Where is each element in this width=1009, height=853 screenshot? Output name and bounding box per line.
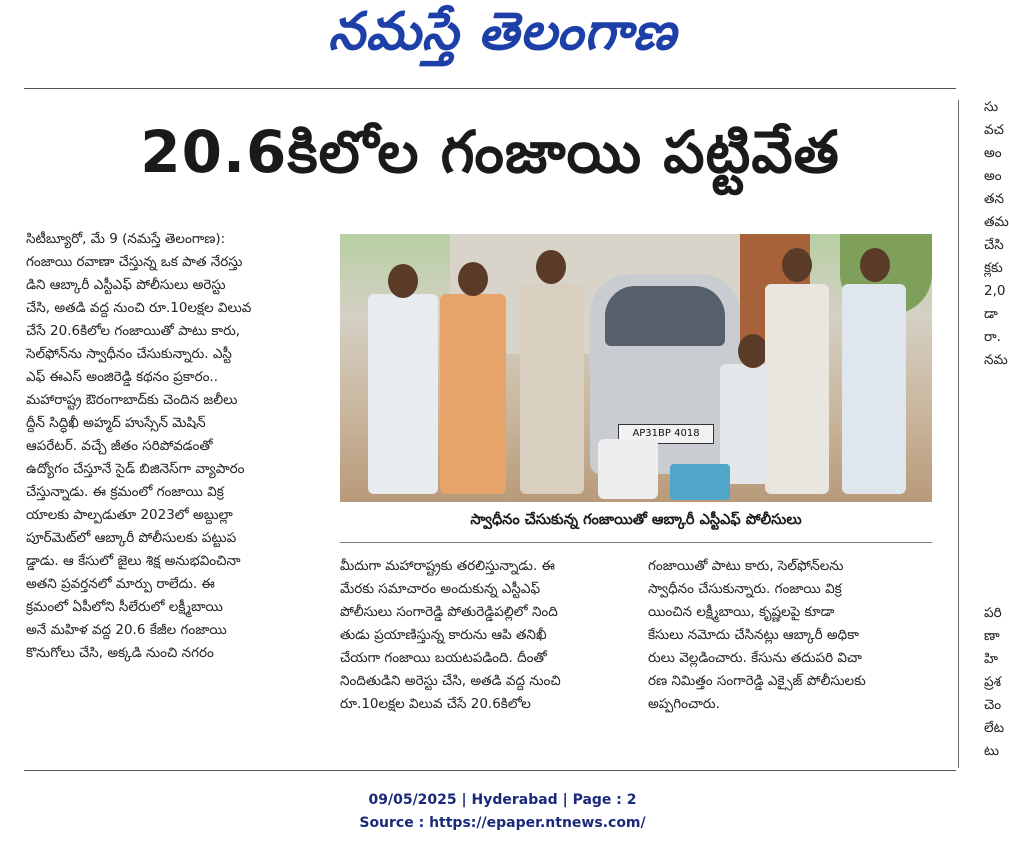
adjacent-text-fragment: టు [984, 743, 1000, 759]
adjacent-article-top [984, 96, 1009, 372]
article-line: చేస్తున్నాడు. ఈ క్రమంలో గంజాయి విక్ర [26, 484, 224, 500]
article-line: కేసులు నమోదు చేసినట్లు ఆబ్కారీ అధికా [648, 627, 859, 643]
adjacent-text-fragment: సు [984, 99, 999, 115]
adjacent-text-fragment: ప్రశ [984, 674, 1002, 690]
adjacent-text-fragment: క్లకు [984, 260, 1003, 276]
adjacent-text-fragment: అం [984, 145, 1002, 161]
masthead [0, 0, 1005, 75]
caption-divider [340, 542, 932, 543]
article-line: చేసి, అతడి వద్ద నుంచి రూ.10లక్షల విలువ [26, 300, 252, 316]
adjacent-article-bottom [984, 602, 1004, 763]
article-line: కొనుగోలు చేసి, అక్కడి నుంచి నగరం [26, 645, 214, 661]
article-line: చేయగా గంజాయి బయటపడింది. దీంతో [340, 650, 547, 666]
article-line: యించిన లక్ష్మీబాయి, కృష్ణలపై కూడా [648, 604, 835, 620]
adjacent-text-fragment: చెం [984, 697, 1002, 713]
article-line: సెల్‌ఫోన్‌ను స్వాధీనం చేసుకున్నారు. ఎస్టీ [26, 346, 232, 362]
top-divider [24, 88, 956, 89]
article-line: తుడు ప్రయాణిస్తున్న కారును ఆపి తనిఖీ [340, 627, 547, 643]
footer-source-line: Source : https://epaper.ntnews.com/ [359, 815, 646, 831]
photo-caption: స్వాధీనం చేసుకున్న గంజాయితో ఆబ్కారీ ఎస్టీఎఫ్ పోలీసులు [470, 512, 802, 528]
adjacent-text-fragment: పరి [984, 605, 1002, 621]
adjacent-text-fragment: చేసి [984, 237, 1004, 253]
article-line: పోలీసులు సంగారెడ్డి పోతురెడ్డిపల్లిలో నింది [340, 604, 558, 620]
article-column-3 [648, 555, 932, 716]
article-line: నిందితుడిని అరెస్టు చేసి, అతడి వద్ద నుంచి [340, 673, 561, 689]
adjacent-text-fragment: డా [984, 306, 998, 322]
article-line: చేసే 20.6కిలోల గంజాయితో పాటు కారు, [26, 323, 241, 339]
article-line: ఆపరేటర్. వచ్చే జీతం సరిపోవడంతో [26, 438, 213, 454]
article-headline: 20.6కిలోల గంజాయి పట్టివేత [140, 118, 840, 186]
article-line: ద్దీన్ సిద్ధిఖీ అహ్మద్ హుస్సేన్ మెషిన్ [26, 415, 206, 431]
article-line: రణ నిమిత్తం సంగారెడ్డి ఎక్సైజ్ పోలీసులకు [648, 673, 866, 689]
news-photo [340, 234, 932, 502]
article-line: అనే మహిళ వద్ద 20.6 కేజీల గంజాయి [26, 622, 227, 638]
article-line: క్రమంలో ఏపీలోని సీలేరులో లక్ష్మీబాయి [26, 599, 223, 615]
article-line: ఎఫ్ ఈఎస్ అంజిరెడ్డి కథనం ప్రకారం.. [26, 369, 218, 385]
article-line: యాలకు పాల్పడుతూ 2023లో అబ్దుల్లా [26, 507, 233, 523]
article-line: మహారాష్ట్ర ఔరంగాబాద్‌కు చెందిన జలీలు [26, 392, 238, 408]
adjacent-text-fragment: నమ [984, 352, 1008, 368]
article-line: డ్డాడు. ఆ కేసులో జైలు శిక్ష అనుభవించినా [26, 553, 241, 569]
newspaper-logo: నమస్తే తెలంగాణ [328, 0, 677, 62]
article-line: అప్పగించారు. [648, 696, 720, 712]
adjacent-text-fragment: వచ [984, 122, 1004, 138]
license-plate: AP31BP 4018 [618, 424, 714, 444]
article-line: గంజాయి రవాణా చేస్తున్న ఒక పాత నేరస్తు [26, 254, 243, 270]
article-line: డిని ఆబ్కారీ ఎస్టీఎఫ్ పోలీసులు అరెస్టు [26, 277, 226, 293]
column-divider [958, 100, 959, 768]
adjacent-text-fragment: తమ [984, 214, 1009, 230]
article-line: రులు వెల్లడించారు. కేసును తదుపరి విచా [648, 650, 862, 666]
adjacent-text-fragment: అం [984, 168, 1002, 184]
article-line: సిటీబ్యూరో, మే 9 (నమస్తే తెలంగాణ): [26, 231, 226, 247]
article-line: గంజాయితో పాటు కారు, సెల్‌ఫోన్‌లను [648, 558, 844, 574]
adjacent-text-fragment: ణా [984, 628, 1000, 644]
article-line: మేరకు సమాచారం అందుకున్న ఎస్టీఎఫ్ [340, 581, 541, 597]
adjacent-text-fragment: తన [984, 191, 1004, 207]
adjacent-text-fragment: రా. [984, 329, 1001, 345]
article-line: పూర్‌మెట్‌లో ఆబ్కారీ పోలీసులకు పట్టుప [26, 530, 237, 546]
article-line: స్వాధీనం చేసుకున్నారు. గంజాయి విక్ర [648, 581, 842, 597]
article-line: రూ.10లక్షల విలువ చేసే 20.6కిలోల [340, 696, 531, 712]
article-line: మీదుగా మహారాష్ట్రకు తరలిస్తున్నాడు. ఈ [340, 558, 555, 574]
article-line: ఉద్యోగం చేస్తూనే సైడ్ బిజినెస్‌గా వ్యాపారం [26, 461, 245, 477]
footer-date-line: 09/05/2025 | Hyderabad | Page : 2 [368, 792, 637, 808]
article-column-2 [340, 555, 630, 716]
article-line: అతని ప్రవర్తనలో మార్పు రాలేదు. ఈ [26, 576, 215, 592]
adjacent-text-fragment: 2,0 [984, 283, 1006, 299]
adjacent-text-fragment: హి [984, 651, 998, 667]
article-column-1 [26, 228, 336, 665]
bottom-divider [24, 770, 956, 771]
adjacent-text-fragment: లేట [984, 720, 1004, 736]
